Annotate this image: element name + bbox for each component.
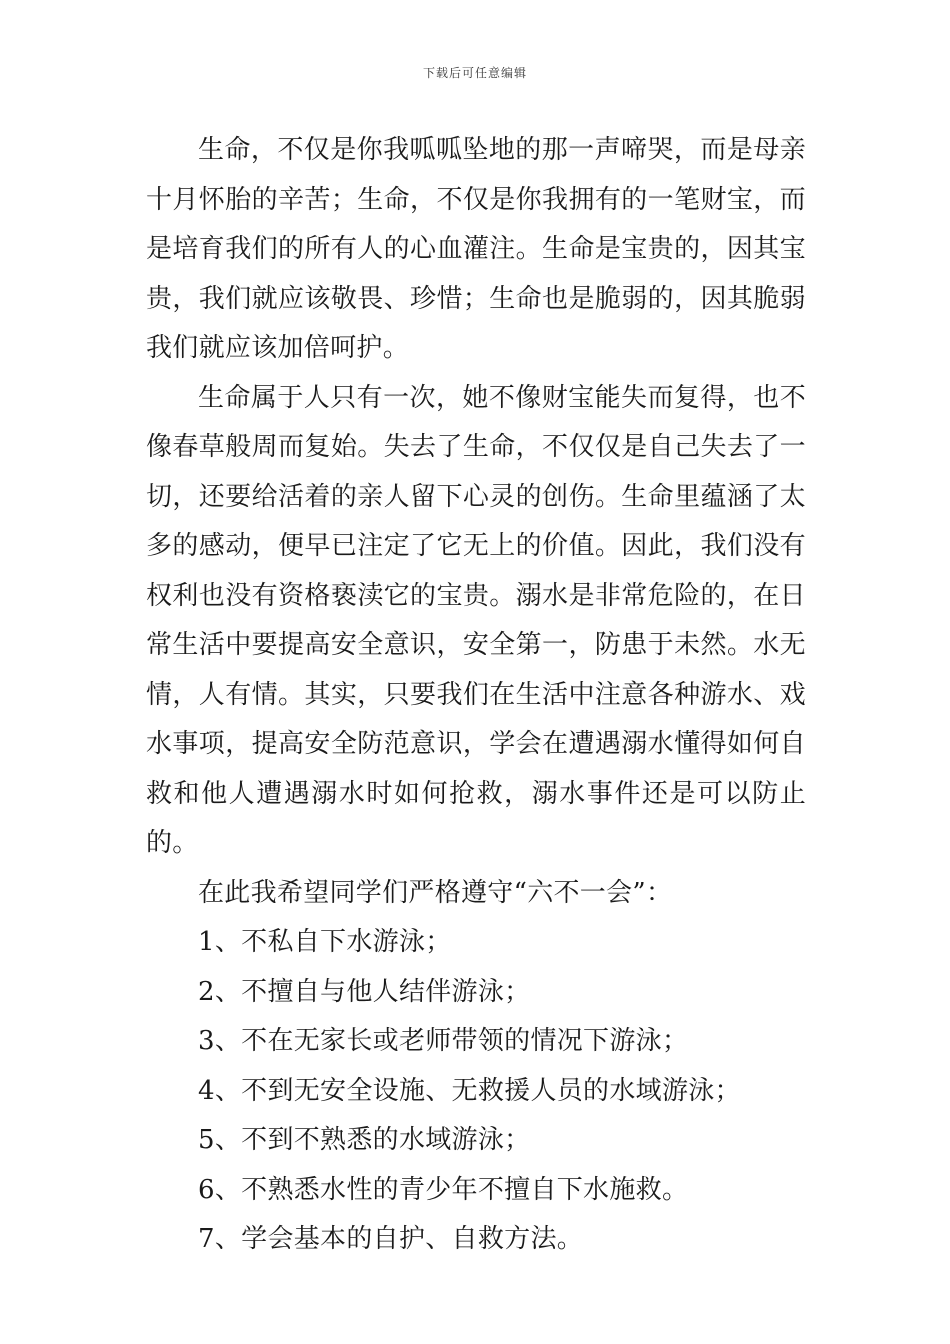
paragraph-drowning: 生命属于人只有一次，她不像财宝能失而复得，也不像春草般周而复始。失去了生命，不仅仅是自己失去了一切，还要给活着的亲人留下心灵的创伤。生命里蕴涵了太多的感动，便早已注定了它无上的价值。因此，我们没有权利也没有资格亵渎它的宝贵。溺水是非常危险的，在日常生活中要提高安全意识，安全第一，防患于未然。水无情，人有情。其实，只要我们在生活中注意各种游水、戏水事项，提高安全防范意识，学会在遭遇溺水懂得如何自救和他人遭遇溺水时如何抢救，溺水事件还是可以防止的。: [146, 382, 806, 858]
paragraph-intro: 生命，不仅是你我呱呱坠地的那一声啼哭，而是母亲十月怀胎的辛苦；生命，不仅是你我拥有的一笔财宝，而是培育我们的所有人的心血灌注。生命是宝贵的，因其宝贵，我们就应该敬畏、珍惜；生命也是脆弱的，因其脆弱我们就应该加倍呵护。: [146, 135, 806, 363]
rule-item: 4、不到无安全设施、无救援人员的水域游泳；: [198, 1075, 741, 1106]
rule-item: 7、学会基本的自护、自救方法。: [198, 1224, 584, 1254]
rule-item: 5、不到不熟悉的水域游泳；: [198, 1125, 531, 1155]
document-body: [146, 126, 806, 1265]
rule-item: 6、不熟悉水性的青少年不擅自下水施救。: [198, 1174, 689, 1205]
rule-item: 3、不在无家长或老师带领的情况下游泳；: [198, 1026, 689, 1056]
rule-item: 1、不私自下水游泳；: [198, 927, 452, 957]
rule-item: 2、不擅自与他人结伴游泳；: [198, 976, 531, 1007]
paragraph-rules-intro: 在此我希望同学们严格遵守“六不一会”：: [198, 877, 673, 908]
header-note: 下载后可任意编辑: [422, 66, 527, 80]
